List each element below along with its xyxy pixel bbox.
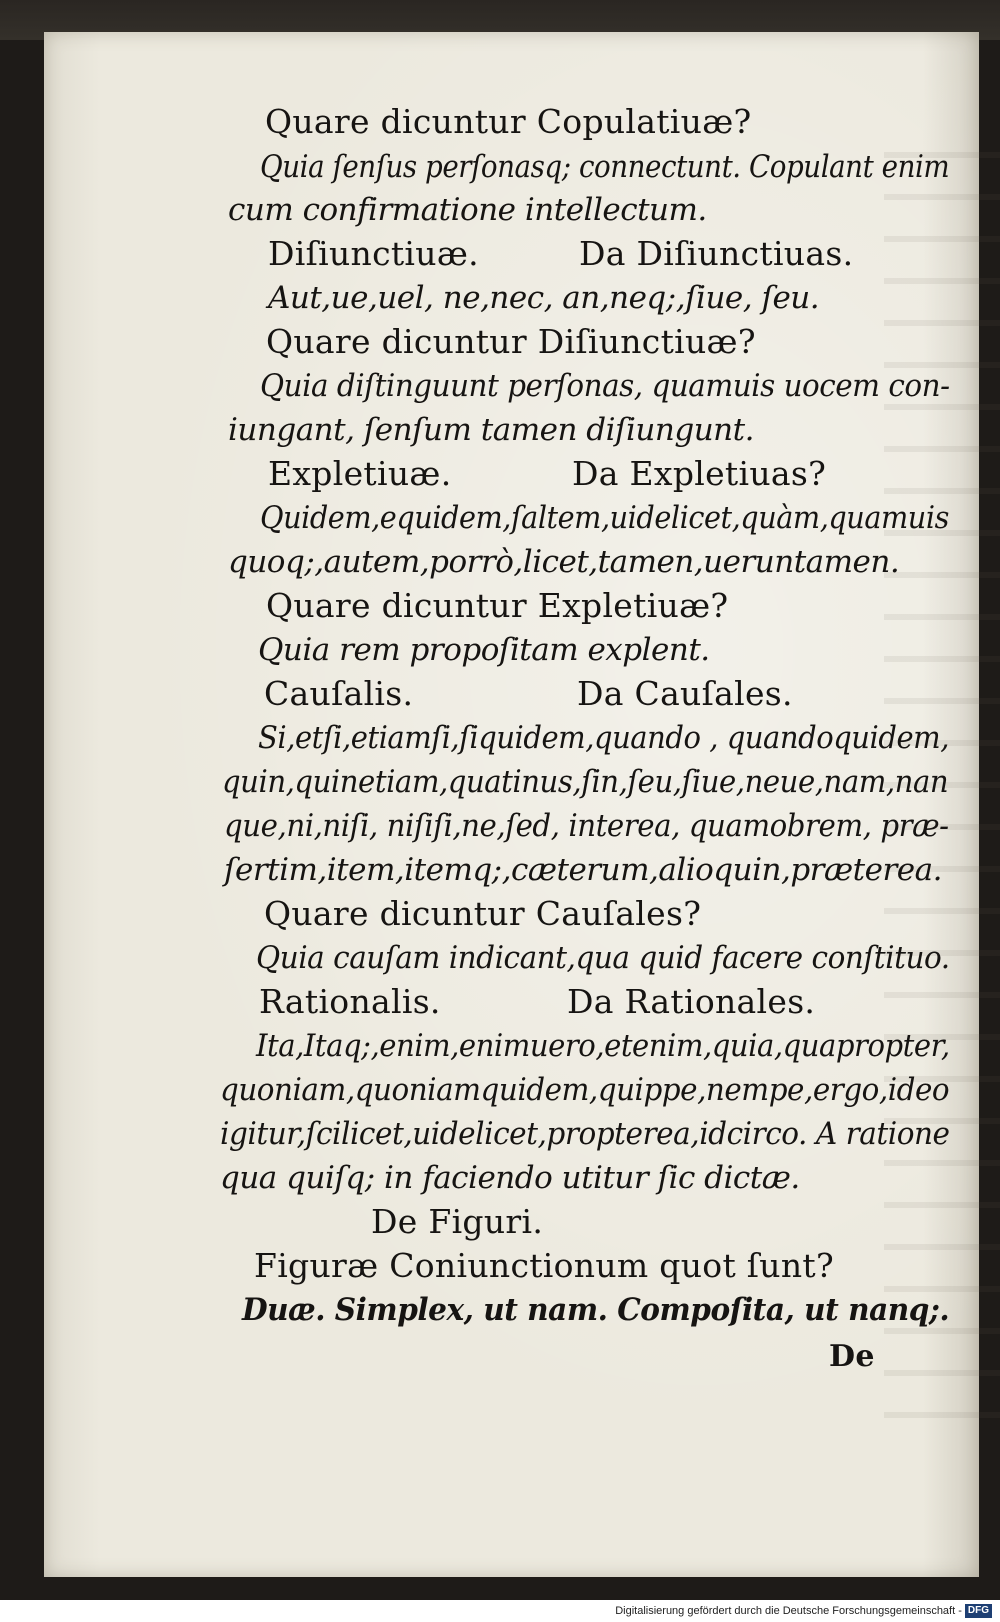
text-line-8: iungant, ſenſum tamen diſiungunt. bbox=[228, 412, 754, 448]
text-line-17: que,ni,niſi, niſiſi,ne,ſed, interea, quamobrem, præ- bbox=[224, 808, 949, 844]
text-line-13: Quia rem propoſitam explent. bbox=[258, 632, 710, 668]
text-line-11: quoq;,autem,porrò,licet,tamen,ueruntamen. bbox=[228, 544, 900, 580]
text-line-18: ſertim,item,itemq;,cæterum,alioquin,præterea. bbox=[224, 852, 942, 888]
text-line-7: Quia diſtinguunt perſonas, quamuis uocem con- bbox=[260, 368, 950, 404]
text-line-12: Quare dicuntur Expletiuæ? bbox=[266, 586, 729, 625]
heading-right-causalis: Da Cauſales. bbox=[577, 674, 793, 713]
heading-left-disiunctivae: Diſiunctiuæ. bbox=[268, 234, 479, 273]
digitization-credit bbox=[615, 1603, 992, 1619]
text-line-28: Duæ. Simplex, ut nam. Compoſita, ut nanq;. bbox=[242, 1292, 950, 1328]
heading-left-rationalis: Rationalis. bbox=[259, 982, 441, 1021]
text-line-2: Quia ſenſus perſonasq; connectunt. Copulant enim bbox=[260, 149, 950, 185]
text-line-16: quin,quinetiam,quatinus,ſin,ſeu,ſiue,neue,nam,nan bbox=[222, 764, 949, 800]
text-line-5: Aut,ue,uel, ne,nec, an,neq;,ſiue, ſeu. bbox=[268, 280, 820, 316]
text-line-15: Si,etſi,etiamſi,ſiquidem,quando , quandoquidem, bbox=[258, 720, 949, 756]
text-line-25: qua quiſq; in faciendo utitur ſic dictæ. bbox=[220, 1160, 800, 1196]
text-line-3: cum confirmatione intellectum. bbox=[228, 192, 707, 228]
book-page bbox=[44, 32, 979, 1577]
heading-right-expletivae: Da Expletiuas? bbox=[572, 454, 827, 493]
text-line-27: Figuræ Coniunctionum quot ſunt? bbox=[254, 1246, 834, 1285]
text-line-1: Quare dicuntur Copulatiuæ? bbox=[265, 102, 752, 141]
text-line-22: Ita,Itaq;,enim,enimuero,etenim,quia,quapropter, bbox=[256, 1028, 950, 1064]
heading-right-disiunctivae: Da Diſiunctiuas. bbox=[579, 234, 854, 273]
heading-left-causalis: Cauſalis. bbox=[264, 674, 414, 713]
text-line-20: Quia cauſam indicant,qua quid facere conſtituo. bbox=[256, 940, 950, 976]
section-heading-de-figuri: De Figuri. bbox=[371, 1202, 544, 1241]
text-line-19: Quare dicuntur Cauſales? bbox=[264, 894, 702, 933]
text-line-23: quoniam,quoniamquidem,quippe,nempe,ergo,ideo bbox=[220, 1072, 950, 1108]
text-line-6: Quare dicuntur Diſiunctiuæ? bbox=[266, 322, 756, 361]
catchword: De bbox=[829, 1339, 875, 1374]
dfg-logo-icon: DFG bbox=[965, 1604, 992, 1618]
heading-left-expletivae: Expletiuæ. bbox=[268, 454, 452, 493]
show-through-text bbox=[884, 152, 1000, 1452]
heading-right-rationalis: Da Rationales. bbox=[567, 982, 816, 1021]
credit-text: Digitalisierung gefördert durch die Deutsche Forschungsgemeinschaft - bbox=[615, 1605, 962, 1617]
text-line-10: Quidem,equidem,ſaltem,uidelicet,quàm,quamuis bbox=[260, 500, 949, 536]
text-line-24: igitur,ſcilicet,uidelicet,propterea,idcirco. A ratione bbox=[220, 1116, 950, 1152]
